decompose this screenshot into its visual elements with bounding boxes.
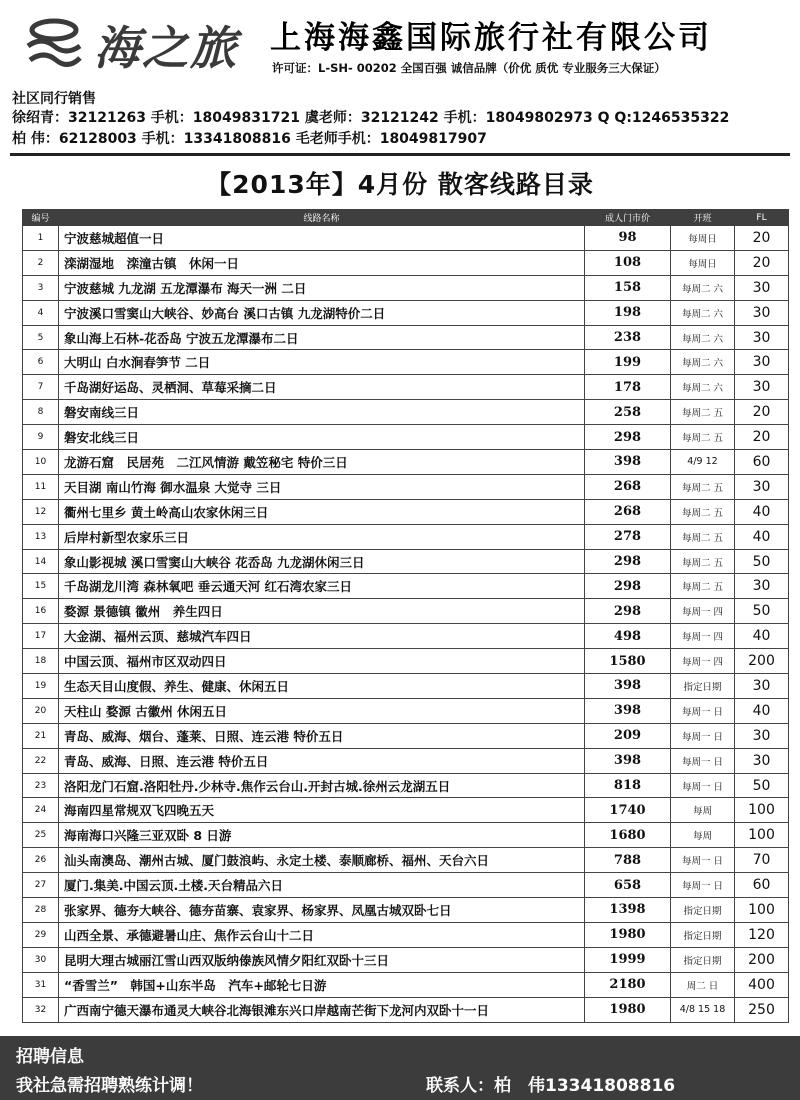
table-row [23, 723, 789, 748]
cell-no: 22 [23, 748, 59, 773]
cell-no: 9 [23, 425, 59, 450]
cell-no: 6 [23, 350, 59, 375]
cell-fl: 30 [735, 674, 789, 699]
cell-no: 2 [23, 250, 59, 275]
header-schedule: 开班 [671, 210, 735, 226]
cell-fl: 200 [735, 649, 789, 674]
contact-title: 社区同行销售 [12, 91, 96, 107]
page-header [0, 0, 800, 86]
cell-schedule: 指定日期 [671, 922, 735, 947]
cell-no: 27 [23, 873, 59, 898]
cell-route-name: 洛阳龙门石窟.洛阳牡丹.少林寺.焦作云台山.开封古城.徐州云龙湖五日 [59, 773, 585, 798]
cell-fl: 250 [735, 997, 789, 1022]
cell-schedule: 每周一 四 [671, 649, 735, 674]
cell-schedule: 每周二 六 [671, 275, 735, 300]
cell-fl: 50 [735, 599, 789, 624]
cell-price: 398 [585, 698, 671, 723]
cell-fl: 50 [735, 773, 789, 798]
cell-price: 818 [585, 773, 671, 798]
cell-price: 298 [585, 574, 671, 599]
cell-schedule: 每周一 日 [671, 698, 735, 723]
license-line: 许可证：L-SH- 00202 全国百强 诚信品牌（价优 质优 专业服务三大保证） [272, 61, 666, 75]
cell-schedule: 每周一 日 [671, 873, 735, 898]
cell-no: 7 [23, 375, 59, 400]
cell-no: 15 [23, 574, 59, 599]
cell-no: 31 [23, 972, 59, 997]
cell-fl: 40 [735, 499, 789, 524]
cell-schedule: 指定日期 [671, 947, 735, 972]
cell-fl: 100 [735, 898, 789, 923]
cell-route-name: 龙游石窟 民居苑 二江风情游 戴笠秘宅 特价三日 [59, 450, 585, 475]
cell-no: 29 [23, 922, 59, 947]
cell-fl: 30 [735, 350, 789, 375]
contact-line: 柏 伟：62128003 手机：13341808816 毛老师手机：18049817907 [12, 131, 487, 147]
cell-price: 198 [585, 300, 671, 325]
cell-price: 1680 [585, 823, 671, 848]
cell-no: 32 [23, 997, 59, 1022]
cell-schedule: 每周二 五 [671, 549, 735, 574]
table-row [23, 250, 789, 275]
cell-schedule: 每周一 日 [671, 773, 735, 798]
cell-route-name: 青岛、威海、烟台、蓬莱、日照、连云港 特价五日 [59, 723, 585, 748]
cell-route-name: 千岛湖好运岛、灵栖洞、草莓采摘二日 [59, 375, 585, 400]
cell-route-name: 象山海上石林-花岙岛 宁波五龙潭瀑布二日 [59, 325, 585, 350]
contact-block [12, 90, 792, 150]
cell-route-name: 大金湖、福州云顶、慈城汽车四日 [59, 624, 585, 649]
cell-price: 199 [585, 350, 671, 375]
table-row [23, 300, 789, 325]
cell-fl: 50 [735, 549, 789, 574]
cell-price: 498 [585, 624, 671, 649]
cell-schedule: 每周二 五 [671, 574, 735, 599]
table-row [23, 674, 789, 699]
header-fl: FL [735, 210, 789, 226]
table-row [23, 450, 789, 475]
cell-no: 21 [23, 723, 59, 748]
cell-route-name: 天柱山 婺源 古徽州 休闲五日 [59, 698, 585, 723]
recruit-title: 招聘信息 [16, 1047, 84, 1067]
cell-price: 278 [585, 524, 671, 549]
cell-price: 398 [585, 674, 671, 699]
cell-no: 5 [23, 325, 59, 350]
cell-route-name: 海南四星常规双飞四晚五天 [59, 798, 585, 823]
cell-fl: 30 [735, 723, 789, 748]
cell-price: 238 [585, 325, 671, 350]
cell-no: 16 [23, 599, 59, 624]
recruitment-footer [0, 1036, 800, 1100]
cell-fl: 30 [735, 574, 789, 599]
cell-schedule: 每周二 五 [671, 499, 735, 524]
cell-no: 8 [23, 400, 59, 425]
cell-fl: 120 [735, 922, 789, 947]
cell-schedule: 每周日 [671, 226, 735, 251]
table-row [23, 524, 789, 549]
cell-price: 158 [585, 275, 671, 300]
cell-route-name: 青岛、威海、日照、连云港 特价五日 [59, 748, 585, 773]
header-route-name: 线路名称 [59, 210, 585, 226]
cell-no: 12 [23, 499, 59, 524]
cell-route-name: 宁波溪口雪窦山大峡谷、妙高台 溪口古镇 九龙湖特价二日 [59, 300, 585, 325]
table-row [23, 400, 789, 425]
cell-price: 1740 [585, 798, 671, 823]
cell-route-name: “香雪兰” 韩国+山东半岛 汽车+邮轮七日游 [59, 972, 585, 997]
table-row [23, 624, 789, 649]
cell-fl: 20 [735, 250, 789, 275]
table-row [23, 275, 789, 300]
cell-no: 23 [23, 773, 59, 798]
cell-no: 20 [23, 698, 59, 723]
cell-price: 178 [585, 375, 671, 400]
cell-fl: 400 [735, 972, 789, 997]
table-row [23, 798, 789, 823]
cell-no: 17 [23, 624, 59, 649]
cell-schedule: 每周二 五 [671, 474, 735, 499]
cell-schedule: 每周二 六 [671, 300, 735, 325]
cell-price: 258 [585, 400, 671, 425]
wave-logo-icon [22, 16, 86, 72]
cell-no: 25 [23, 823, 59, 848]
header-no: 编号 [23, 210, 59, 226]
cell-route-name: 磐安北线三日 [59, 425, 585, 450]
cell-schedule: 周二 日 [671, 972, 735, 997]
cell-fl: 200 [735, 947, 789, 972]
cell-route-name: 昆明大理古城丽江雪山西双版纳傣族风情夕阳红双卧十三日 [59, 947, 585, 972]
cell-fl: 40 [735, 624, 789, 649]
cell-fl: 20 [735, 400, 789, 425]
cell-no: 24 [23, 798, 59, 823]
table-row [23, 549, 789, 574]
cell-no: 18 [23, 649, 59, 674]
table-row [23, 599, 789, 624]
cell-price: 1999 [585, 947, 671, 972]
cell-fl: 30 [735, 275, 789, 300]
cell-fl: 20 [735, 226, 789, 251]
recruit-contact: 联系人：柏 伟13341808816 [426, 1076, 676, 1096]
table-row [23, 997, 789, 1022]
cell-schedule: 指定日期 [671, 674, 735, 699]
cell-fl: 30 [735, 375, 789, 400]
cell-schedule: 每周 [671, 798, 735, 823]
catalog-title: 【2013年】4月份 散客线路目录 [206, 170, 594, 199]
cell-route-name: 磐安南线三日 [59, 400, 585, 425]
table-row [23, 698, 789, 723]
header-divider [10, 153, 790, 156]
table-row [23, 499, 789, 524]
table-header-row [23, 210, 789, 226]
cell-fl: 60 [735, 873, 789, 898]
cell-route-name: 中国云顶、福州市区双动四日 [59, 649, 585, 674]
cell-price: 1398 [585, 898, 671, 923]
table-row [23, 972, 789, 997]
cell-route-name: 滦湖湿地 滦潼古镇 休闲一日 [59, 250, 585, 275]
cell-route-name: 天目湖 南山竹海 御水温泉 大觉寺 三日 [59, 474, 585, 499]
cell-schedule: 每周二 五 [671, 425, 735, 450]
cell-price: 268 [585, 499, 671, 524]
cell-price: 298 [585, 425, 671, 450]
cell-route-name: 宁波慈城 九龙湖 五龙潭瀑布 海天一洲 二日 [59, 275, 585, 300]
cell-schedule: 每周 [671, 823, 735, 848]
table-row [23, 425, 789, 450]
cell-price: 98 [585, 226, 671, 251]
cell-no: 1 [23, 226, 59, 251]
cell-route-name: 大明山 白水涧春笋节 二日 [59, 350, 585, 375]
table-row [23, 375, 789, 400]
cell-no: 14 [23, 549, 59, 574]
table-row [23, 947, 789, 972]
cell-price: 1580 [585, 649, 671, 674]
cell-route-name: 汕头南澳岛、潮州古城、厦门鼓浪屿、永定土楼、泰顺廊桥、福州、天台六日 [59, 848, 585, 873]
cell-route-name: 生态天目山度假、养生、健康、休闲五日 [59, 674, 585, 699]
cell-no: 11 [23, 474, 59, 499]
cell-price: 788 [585, 848, 671, 873]
cell-route-name: 婺源 景德镇 徽州 养生四日 [59, 599, 585, 624]
cell-schedule: 每周日 [671, 250, 735, 275]
cell-price: 1980 [585, 997, 671, 1022]
cell-route-name: 山西全景、承德避暑山庄、焦作云台山十二日 [59, 922, 585, 947]
cell-no: 19 [23, 674, 59, 699]
cell-price: 268 [585, 474, 671, 499]
cell-route-name: 厦门.集美.中国云顶.土楼.天台精品六日 [59, 873, 585, 898]
cell-fl: 40 [735, 524, 789, 549]
cell-price: 1980 [585, 922, 671, 947]
cell-schedule: 每周二 五 [671, 400, 735, 425]
table-row [23, 350, 789, 375]
logo [22, 10, 252, 76]
cell-fl: 30 [735, 300, 789, 325]
cell-no: 28 [23, 898, 59, 923]
cell-price: 298 [585, 599, 671, 624]
cell-no: 4 [23, 300, 59, 325]
cell-route-name: 张家界、德夯大峡谷、德夯苗寨、袁家界、杨家界、凤凰古城双卧七日 [59, 898, 585, 923]
cell-schedule: 4/8 15 18 [671, 997, 735, 1022]
table-row [23, 873, 789, 898]
table-body [23, 226, 789, 1023]
cell-no: 10 [23, 450, 59, 475]
cell-route-name: 宁波慈城超值一日 [59, 226, 585, 251]
cell-route-name: 广西南宁德天瀑布通灵大峡谷北海银滩东兴口岸越南芒街下龙河内双卧十一日 [59, 997, 585, 1022]
recruit-text: 我社急需招聘熟练计调！ [16, 1076, 203, 1096]
cell-price: 398 [585, 450, 671, 475]
cell-price: 658 [585, 873, 671, 898]
cell-schedule: 每周二 六 [671, 350, 735, 375]
cell-schedule: 每周一 日 [671, 848, 735, 873]
table-row [23, 474, 789, 499]
table-row [23, 823, 789, 848]
cell-schedule: 4/9 12 [671, 450, 735, 475]
cell-fl: 60 [735, 450, 789, 475]
cell-schedule: 每周一 日 [671, 748, 735, 773]
cell-price: 398 [585, 748, 671, 773]
table-row [23, 898, 789, 923]
table-row [23, 325, 789, 350]
cell-fl: 30 [735, 748, 789, 773]
company-name: 上海海鑫国际旅行社有限公司 [270, 20, 712, 56]
cell-route-name: 海南海口兴隆三亚双卧 8 日游 [59, 823, 585, 848]
table-row [23, 922, 789, 947]
cell-schedule: 每周一 四 [671, 624, 735, 649]
cell-route-name: 衢州七里乡 黄土岭高山农家休闲三日 [59, 499, 585, 524]
cell-fl: 70 [735, 848, 789, 873]
table-row [23, 848, 789, 873]
cell-schedule: 每周二 六 [671, 325, 735, 350]
cell-route-name: 象山影视城 溪口雪窦山大峡谷 花岙岛 九龙湖休闲三日 [59, 549, 585, 574]
logo-text: 海之旅 [94, 21, 238, 75]
cell-fl: 20 [735, 425, 789, 450]
cell-no: 3 [23, 275, 59, 300]
cell-schedule: 每周一 日 [671, 723, 735, 748]
route-table [22, 209, 789, 1023]
table-row [23, 649, 789, 674]
cell-fl: 100 [735, 823, 789, 848]
table-row [23, 748, 789, 773]
route-table-wrap [22, 209, 788, 1023]
cell-no: 30 [23, 947, 59, 972]
cell-fl: 100 [735, 798, 789, 823]
cell-route-name: 千岛湖龙川湾 森林氧吧 垂云通天河 红石湾农家三日 [59, 574, 585, 599]
table-row [23, 773, 789, 798]
cell-fl: 30 [735, 474, 789, 499]
cell-schedule: 每周二 六 [671, 375, 735, 400]
table-row [23, 574, 789, 599]
cell-no: 13 [23, 524, 59, 549]
table-row [23, 226, 789, 251]
cell-schedule: 每周一 四 [671, 599, 735, 624]
cell-price: 298 [585, 549, 671, 574]
cell-schedule: 指定日期 [671, 898, 735, 923]
cell-route-name: 后岸村新型农家乐三日 [59, 524, 585, 549]
contact-line: 徐绍青：32121263 手机：18049831721 虞老师：32121242 手机：18049802973 Q Q:1246535322 [12, 110, 730, 126]
cell-price: 209 [585, 723, 671, 748]
cell-no: 26 [23, 848, 59, 873]
cell-price: 108 [585, 250, 671, 275]
cell-fl: 40 [735, 698, 789, 723]
cell-schedule: 每周二 五 [671, 524, 735, 549]
header-price: 成人门市价 [585, 210, 671, 226]
cell-fl: 30 [735, 325, 789, 350]
cell-price: 2180 [585, 972, 671, 997]
